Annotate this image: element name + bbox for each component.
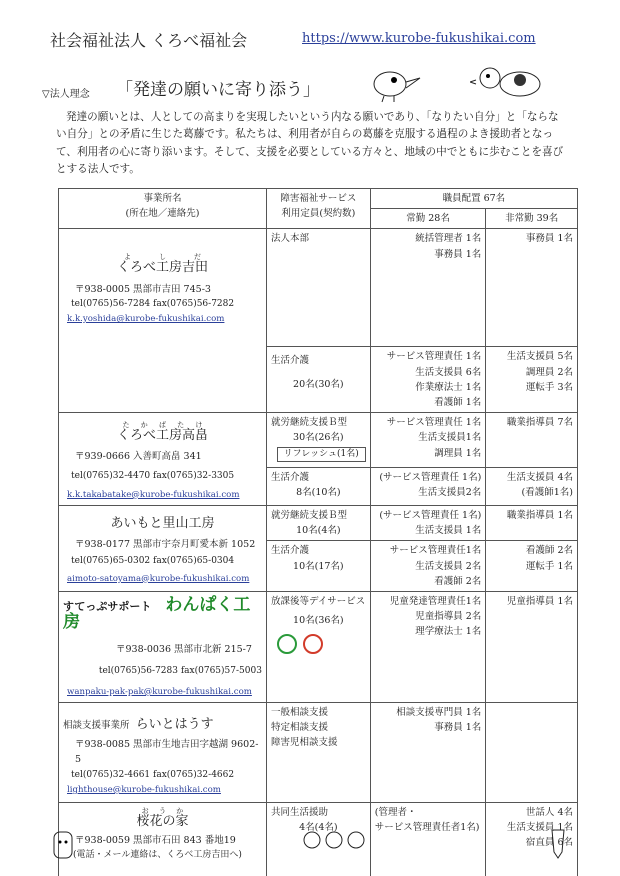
facility-address: 〒938-0005 黒部市吉田 745-3 xyxy=(75,283,211,295)
bird-icon xyxy=(364,64,424,104)
facility-email[interactable]: k.k.takabatake@kurobe-fukushikai.com xyxy=(67,489,240,500)
facility-address: 〒938-0036 黒部市北新 215-7 xyxy=(115,644,252,656)
table-row: くろべ工房高畠たかばたけ 〒939-0666 入善町高畠 341 tel(0765)32-4470 fax(0765)32-3305 k.k.takabatake@kurobe-fukushikai.com 就労継続支援Ｂ型 30名(26名) リフレッシュ(1名) サービス管理責任 1名 生活支援員1名 調理員 1名 職業指導員 7名 xyxy=(59,413,578,468)
service-cell: 法人本部 xyxy=(266,229,370,347)
facility-email[interactable]: wanpaku-pak-pak@kurobe-fukushikai.com xyxy=(67,686,252,697)
table-row: くろべ工房吉田よしだ 〒938-0005 黒部市吉田 745-3 tel(0765)56-7284 fax(0765)56-7282 k.k.yoshida@kurobe-fukushikai.com 法人本部 統括管理者 1名 事務員 1名 事務員 1名 xyxy=(59,229,578,347)
facility-phone: tel(0765)65-0302 fax(0765)65-0304 xyxy=(71,556,235,567)
table-row: すてっぷサポート わんぱく工房 〒938-0036 黒部市北新 215-7 tel(0765)56-7283 fax(0765)57-5003 wanpaku-pak-pak@kurobe-fukushikai.com 放課後等デイサービス 10名(36名) 児童発達管理責任1名 児童指導員 2名 理学療法士 1名 児童指導員 1名 xyxy=(59,592,578,703)
facility-name: あいもと里山工房 xyxy=(110,516,215,532)
intro-text: 発達の願いとは、人としての高まりを実現したいという内なる願いであり、「なりたい自分」と「ならない自分」との矛盾に生じた葛藤です。私たちは、利用者が自らの葛藤を克服する過程のよき援助者となって、利用者の心に寄り添います。そして、支援を必要としている方々と、地域の中でともに歩むことを喜びとする法人です。 xyxy=(56,111,564,175)
facility-note: (電話・メール連絡は、くろべ工房吉田へ) xyxy=(73,850,242,861)
col-staff: 職員配置 67名 xyxy=(370,189,577,209)
philosophy xyxy=(42,75,382,105)
facility-address: 〒938-0177 黒部市宇奈月町愛本新 1052 xyxy=(75,539,256,551)
facility-phone: tel(0765)56-7283 fax(0765)57-5003 xyxy=(98,665,262,676)
face-doodle-icon xyxy=(50,828,80,864)
table-row: 生活介護 10名(17名) サービス管理責任1名 生活支援員 2名 看護師 2名 看護師 2名 運転手 1名 xyxy=(59,541,578,592)
facility-name: くろべ工房吉田よしだ xyxy=(116,253,208,276)
turtle-bird-icon xyxy=(470,62,550,102)
pencil-doodle-icon xyxy=(546,826,570,860)
table-row: あいもと里山工房 〒938-0177 黒部市宇奈月町愛本新 1052 tel(0765)65-0302 fax(0765)65-0304 aimoto-satoyama@kurobe-fukushikai.com 就労継続支援Ｂ型 10名(4名) (サービス管理責任 1名) 生活支援員 1名 職業指導員 1名 xyxy=(59,506,578,541)
smile-faces-icon xyxy=(271,628,331,658)
col-service: 障害福祉サービス 利用定員(契約数) xyxy=(266,189,370,229)
table-row: 生活介護 20名(30名) サービス管理責任 1名 生活支援員 6名 作業療法士 1名 看護師 1名 生活支援員 5名 調理員 2名 運転手 3名 xyxy=(59,347,578,413)
faces-doodle-icon xyxy=(300,826,370,856)
table-row: 生活介護 8名(10名) (サービス管理責任 1名) 生活支援員2名 生活支援員 4名 (看護師1名) xyxy=(59,468,578,506)
facility-email[interactable]: aimoto-satoyama@kurobe-fukushikai.com xyxy=(67,573,250,584)
page-header xyxy=(40,28,590,52)
facility-address: 〒938-0085 黒部市生地吉田字越湖 9602-5 xyxy=(75,739,259,766)
website-link[interactable]: https://www.kurobe-fukushikai.com xyxy=(302,31,536,46)
facility-email[interactable]: k.k.yoshida@kurobe-fukushikai.com xyxy=(67,314,225,325)
facility-phone: tel(0765)32-4470 fax(0765)32-3305 xyxy=(71,470,235,481)
philosophy-title: 「発達の願いに寄り添う」 xyxy=(116,80,320,100)
col-parttime: 非常勤 39名 xyxy=(486,209,578,229)
col-facility: 事業所名 (所在地／連絡先) xyxy=(59,189,267,229)
philosophy-label: ▽法人理念 xyxy=(42,89,90,100)
org-name: 社会福祉法人 くろべ福祉会 xyxy=(50,31,248,50)
facility-address: 〒938-0059 黒部市石田 843 番地19 xyxy=(75,835,236,847)
facility-address: 〒939-0666 入善町高畠 341 xyxy=(75,451,202,463)
facility-table xyxy=(58,188,578,876)
facility-email[interactable]: lighthouse@kurobe-fukushikai.com xyxy=(67,784,221,795)
table-row: 桜花の家おうか 〒938-0059 黒部市石田 843 番地19 (電話・メール連絡は、くろべ工房吉田へ) 共同生活援助 4名(4名) (管理者・ サービス管理責任者1名) 世話人 4名 生活支援員 1名 宿直員 6名 xyxy=(59,803,578,876)
facility-name: 桜花の家おうか xyxy=(136,807,189,830)
facility-phone: tel(0765)32-4661 fax(0765)32-4662 xyxy=(71,769,235,780)
facility-name: くろべ工房高畠たかばたけ xyxy=(116,421,208,444)
facility-name: 相談支援事業所 らいとはうす xyxy=(63,717,214,733)
facility-phone: tel(0765)56-7284 fax(0765)56-7282 xyxy=(71,298,235,309)
facility-logo: すてっぷサポート わんぱく工房 xyxy=(63,595,251,633)
col-fulltime: 常勤 28名 xyxy=(370,209,486,229)
table-row: 相談支援事業所 らいとはうす 〒938-0085 黒部市生地吉田字越湖 9602-5 tel(0765)32-4661 fax(0765)32-4662 lighthouse@kurobe-fukushikai.com 一般相談支援 特定相談支援 障害児相談支援 相談支援専門員 1名 事務員 1名 xyxy=(59,703,578,803)
